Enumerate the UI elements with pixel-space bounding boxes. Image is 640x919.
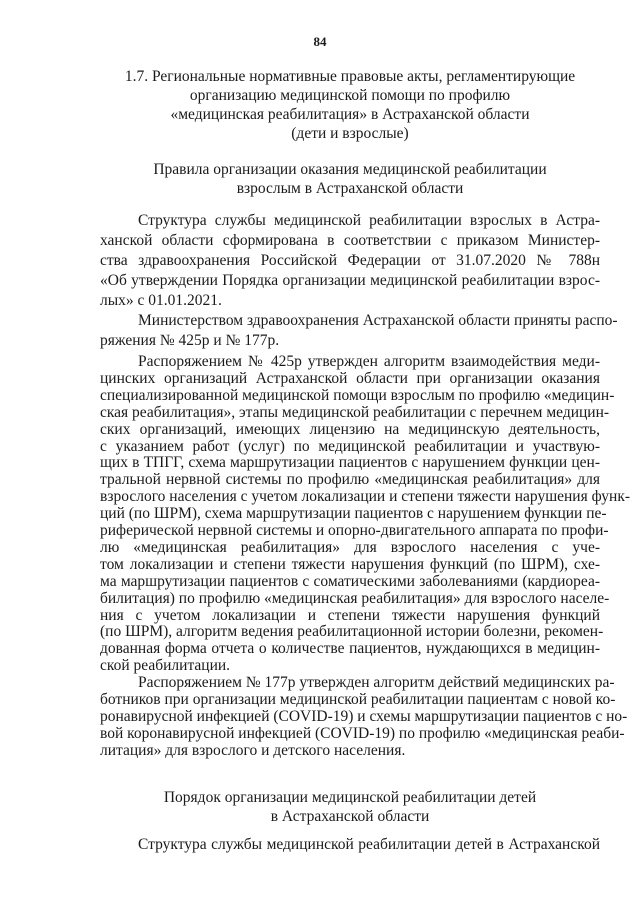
text-line: ских организаций, имеющих лицензию на медицинскую деятельность, [100,420,600,438]
text-line: щих в ТПГГ, схема маршрутизации пациентов с нарушением функции цен- [100,454,600,472]
section-title-line: (дети и взрослые) [291,125,409,142]
text-line: ма маршрутизации пациентов с соматическими заболеваниями (кардиореа- [100,572,600,590]
subtitle-children [100,788,600,826]
text-line: том локализации и степени тяжести нарушения функций (по ШРМ), схе- [100,555,600,573]
text-line: ряжения № 425р и № 177р. [100,332,280,349]
subtitle-line: Порядок организации медицинской реабилитации детей [163,789,537,806]
text-line: Распоряжением № 177р утвержден алгоритм действий медицинских ра- [138,674,615,691]
text-line: Структура службы медицинской реабилитации взрослых в Астра- [138,212,600,229]
section-title-line: организацию медицинской помощи по профилю [189,87,511,104]
subtitle-adults [100,160,600,198]
text-line: ботников при организации медицинской реабилитации пациентам с новой ко- [100,691,616,708]
text-line: тральной нервной системы по профилю «медицинская реабилитация» для [100,471,600,489]
section-title-line: 1.7. Региональные нормативные правовые акты, регламентирующие [124,68,576,85]
text-line: лых» с 01.01.2021. [100,292,222,309]
text-line: вой коронавирусной инфекцией (COVID-19) по профилю «медицинская реаби- [100,725,625,742]
text-line: ства здравоохранения Российской Федерации от 31.07.2020 № 788н [100,252,600,269]
text-line: ронавирусной инфекцией (COVID-19) и схемы маршрутизации пациентов с но- [100,708,628,725]
text-line: ния с учетом локализации и степени тяжести нарушения функций [100,606,600,624]
subtitle-line: Правила организации оказания медицинской реабилитации [153,161,547,178]
text-line: ханской области сформирована в соответствии с приказом Министер- [100,232,600,249]
text-line: Структура службы медицинской реабилитации детей в Астраханской [138,836,600,853]
section-title-line: «медицинская реабилитация» в Астраханской области [170,106,530,123]
subtitle-line: в Астраханской области [270,808,430,825]
text-line: цинских организаций Астраханской области при организации оказания [100,369,600,387]
text-line: взрослого населения с учетом локализации и степени тяжести нарушения функ- [100,488,631,506]
text-line: лю «медицинская реабилитация» для взрослого населения с уче- [100,538,600,556]
text-line: Министерством здравоохранения Астраханской области приняты распо- [138,312,618,329]
text-line: Распоряжением № 425р утвержден алгоритм взаимодействия меди- [138,353,600,370]
text-line: (по ШРМ), алгоритм ведения реабилитационной истории болезни, рекомен- [100,623,604,641]
text-line: специализированной медицинской помощи взрослым по профилю «медицин- [100,386,615,404]
text-line: ская реабилитация», этапы медицинской реабилитации с перечнем медицин- [100,403,610,421]
text-line: риферической нервной системы и опорно-двигательного аппарата по профи- [100,522,609,539]
text-line: «Об утверждении Порядка организации медицинской реабилитации взрос- [100,272,600,289]
text-line: ской реабилитации. [100,657,231,675]
text-line: литация» для взрослого и детского населения. [100,742,406,759]
text-line: билитация) по профилю «медицинская реабилитация» для взрослого населе- [100,589,610,607]
page-number: 84 [313,34,327,49]
text-line: с указанием работ (услуг) по медицинской реабилитации и участвую- [100,437,600,455]
text-line: дованная форма отчета о количестве пациентов, нуждающихся в медицин- [100,640,600,658]
subtitle-line: взрослым в Астраханской области [236,180,464,197]
section-title [100,67,600,143]
text-line: ций (по ШРМ), схема маршрутизации пациентов с нарушением функции пе- [100,505,607,523]
